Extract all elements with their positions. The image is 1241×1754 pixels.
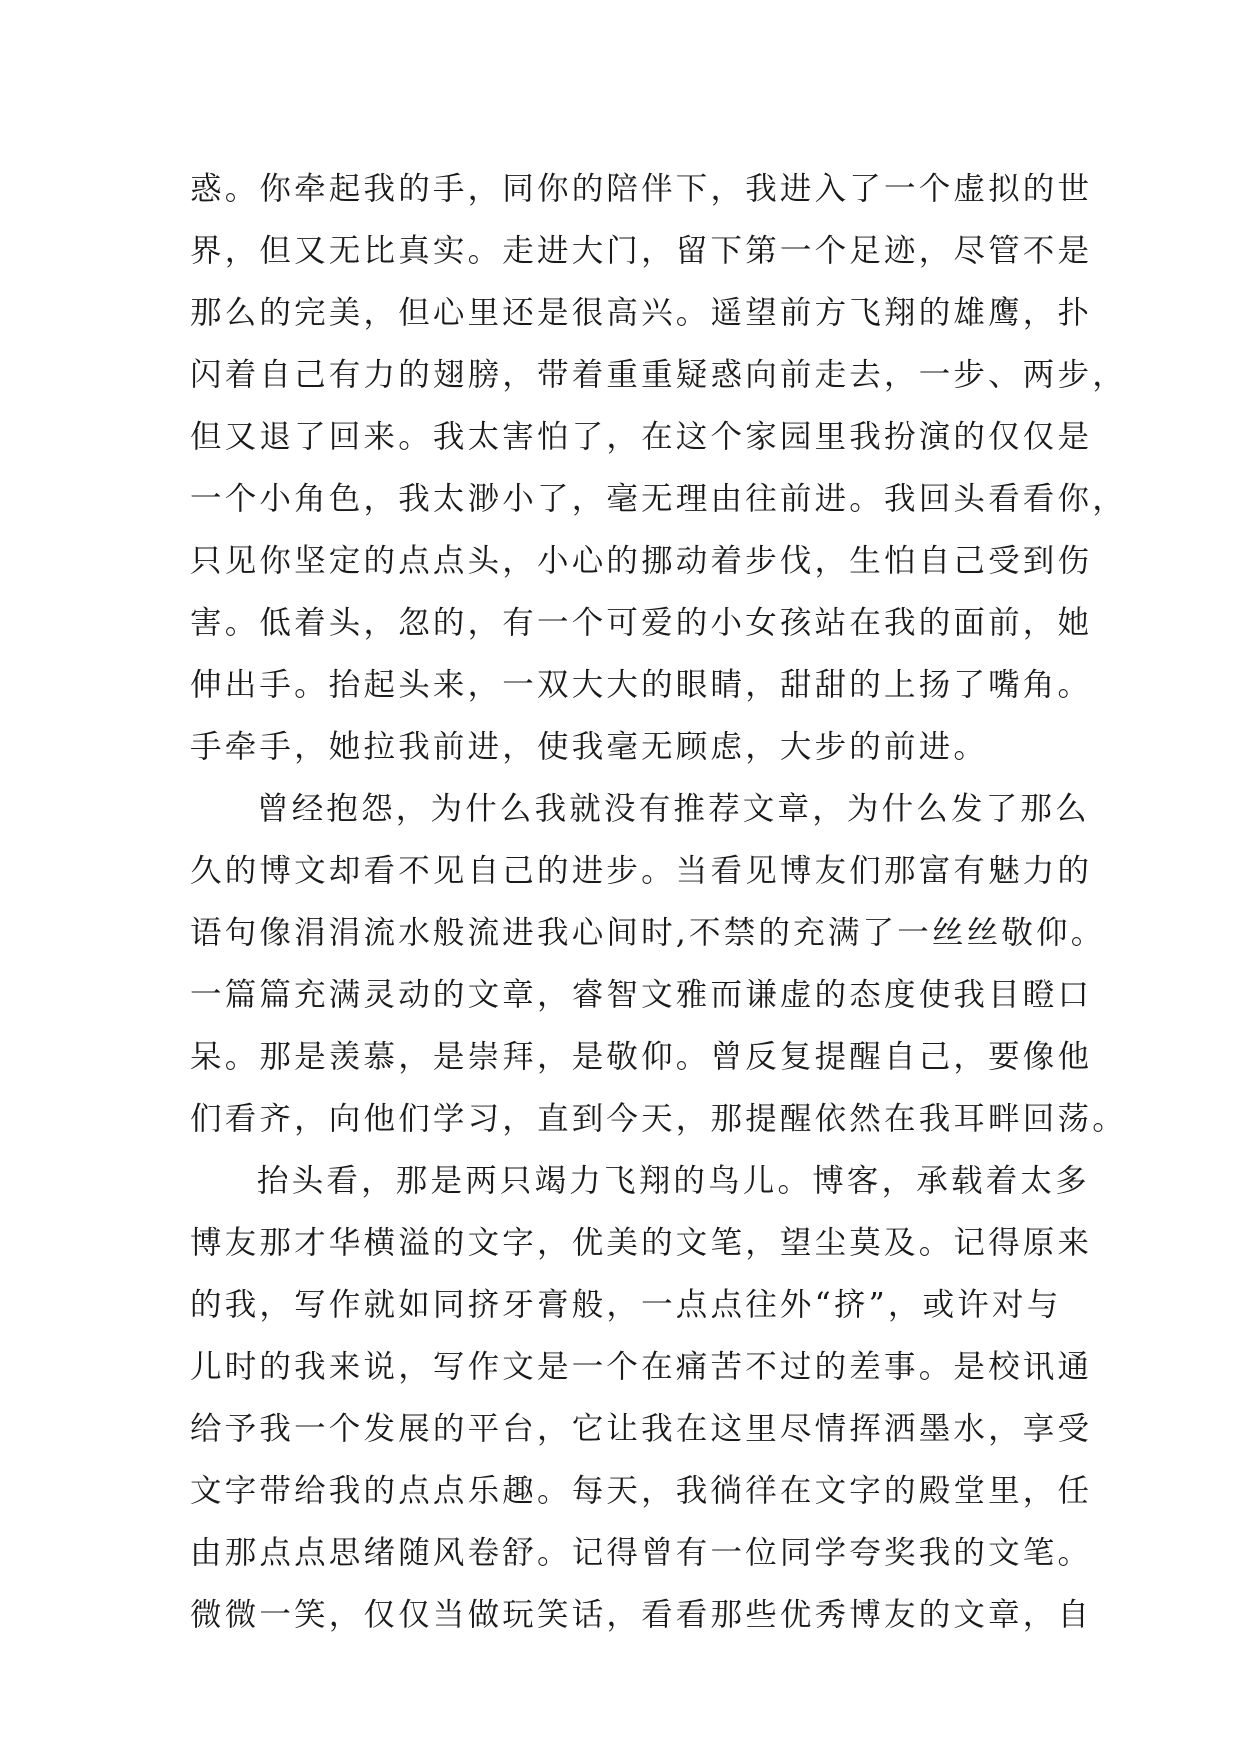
text-line: 微微一笑，仅仅当做玩笑话，看看那些优秀博友的文章，自 — [190, 1597, 1093, 1633]
text-line: 儿时的我来说，写作文是一个在痛苦不过的差事。是校讯通 — [190, 1349, 1093, 1385]
text-line: 一篇篇充满灵动的文章，睿智文雅而谦虚的态度使我目瞪口 — [190, 977, 1093, 1013]
text-line: 给予我一个发展的平台，它让我在这里尽情挥洒墨水，享受 — [190, 1411, 1093, 1447]
text-line: 惑。你牵起我的手，同你的陪伴下，我进入了一个虚拟的世 — [190, 171, 1093, 207]
text-line: 害。低着头，忽的，有一个可爱的小女孩站在我的面前，她 — [190, 605, 1093, 641]
text-line: 的我，写作就如同挤牙膏般，一点点往外“挤”，或许对与 — [190, 1287, 1062, 1323]
text-line: 们看齐，向他们学习，直到今天，那提醒依然在我耳畔回荡。 — [190, 1101, 1127, 1137]
text-line: 界，但又无比真实。走进大门，留下第一个足迹，尽管不是 — [190, 233, 1093, 269]
text-line: 语句像涓涓流水般流进我心间时,不禁的充满了一丝丝敬仰。 — [190, 915, 1106, 951]
text-line: 呆。那是羡慕，是崇拜，是敬仰。曾反复提醒自己，要像他 — [190, 1039, 1093, 1075]
paragraph-first-line: 曾经抱怨，为什么我就没有推荐文章，为什么发了那么 — [257, 791, 1090, 827]
text-line: 一个小角色，我太渺小了，毫无理由往前进。我回头看看你， — [190, 481, 1127, 517]
document-body — [190, 158, 1127, 1646]
text-line: 那么的完美，但心里还是很高兴。遥望前方飞翔的雄鹰，扑 — [190, 295, 1093, 331]
paragraph-first-line: 抬头看，那是两只竭力飞翔的鸟儿。博客，承载着太多 — [257, 1163, 1090, 1199]
text-line: 久的博文却看不见自己的进步。当看见博友们那富有魅力的 — [190, 853, 1093, 889]
text-line: 只见你坚定的点点头，小心的挪动着步伐，生怕自己受到伤 — [190, 543, 1093, 579]
text-line: 手牵手，她拉我前进，使我毫无顾虑，大步的前进。 — [190, 729, 989, 765]
text-line: 闪着自己有力的翅膀，带着重重疑惑向前走去，一步、两步， — [190, 357, 1127, 393]
text-line: 伸出手。抬起头来，一双大大的眼睛，甜甜的上扬了嘴角。 — [190, 667, 1093, 703]
text-line: 博友那才华横溢的文字，优美的文笔，望尘莫及。记得原来 — [190, 1225, 1093, 1261]
text-line: 但又退了回来。我太害怕了，在这个家园里我扮演的仅仅是 — [190, 419, 1093, 455]
text-line: 文字带给我的点点乐趣。每天，我徜徉在文字的殿堂里，任 — [190, 1473, 1093, 1509]
text-line: 由那点点思绪随风卷舒。记得曾有一位同学夸奖我的文笔。 — [190, 1535, 1093, 1571]
